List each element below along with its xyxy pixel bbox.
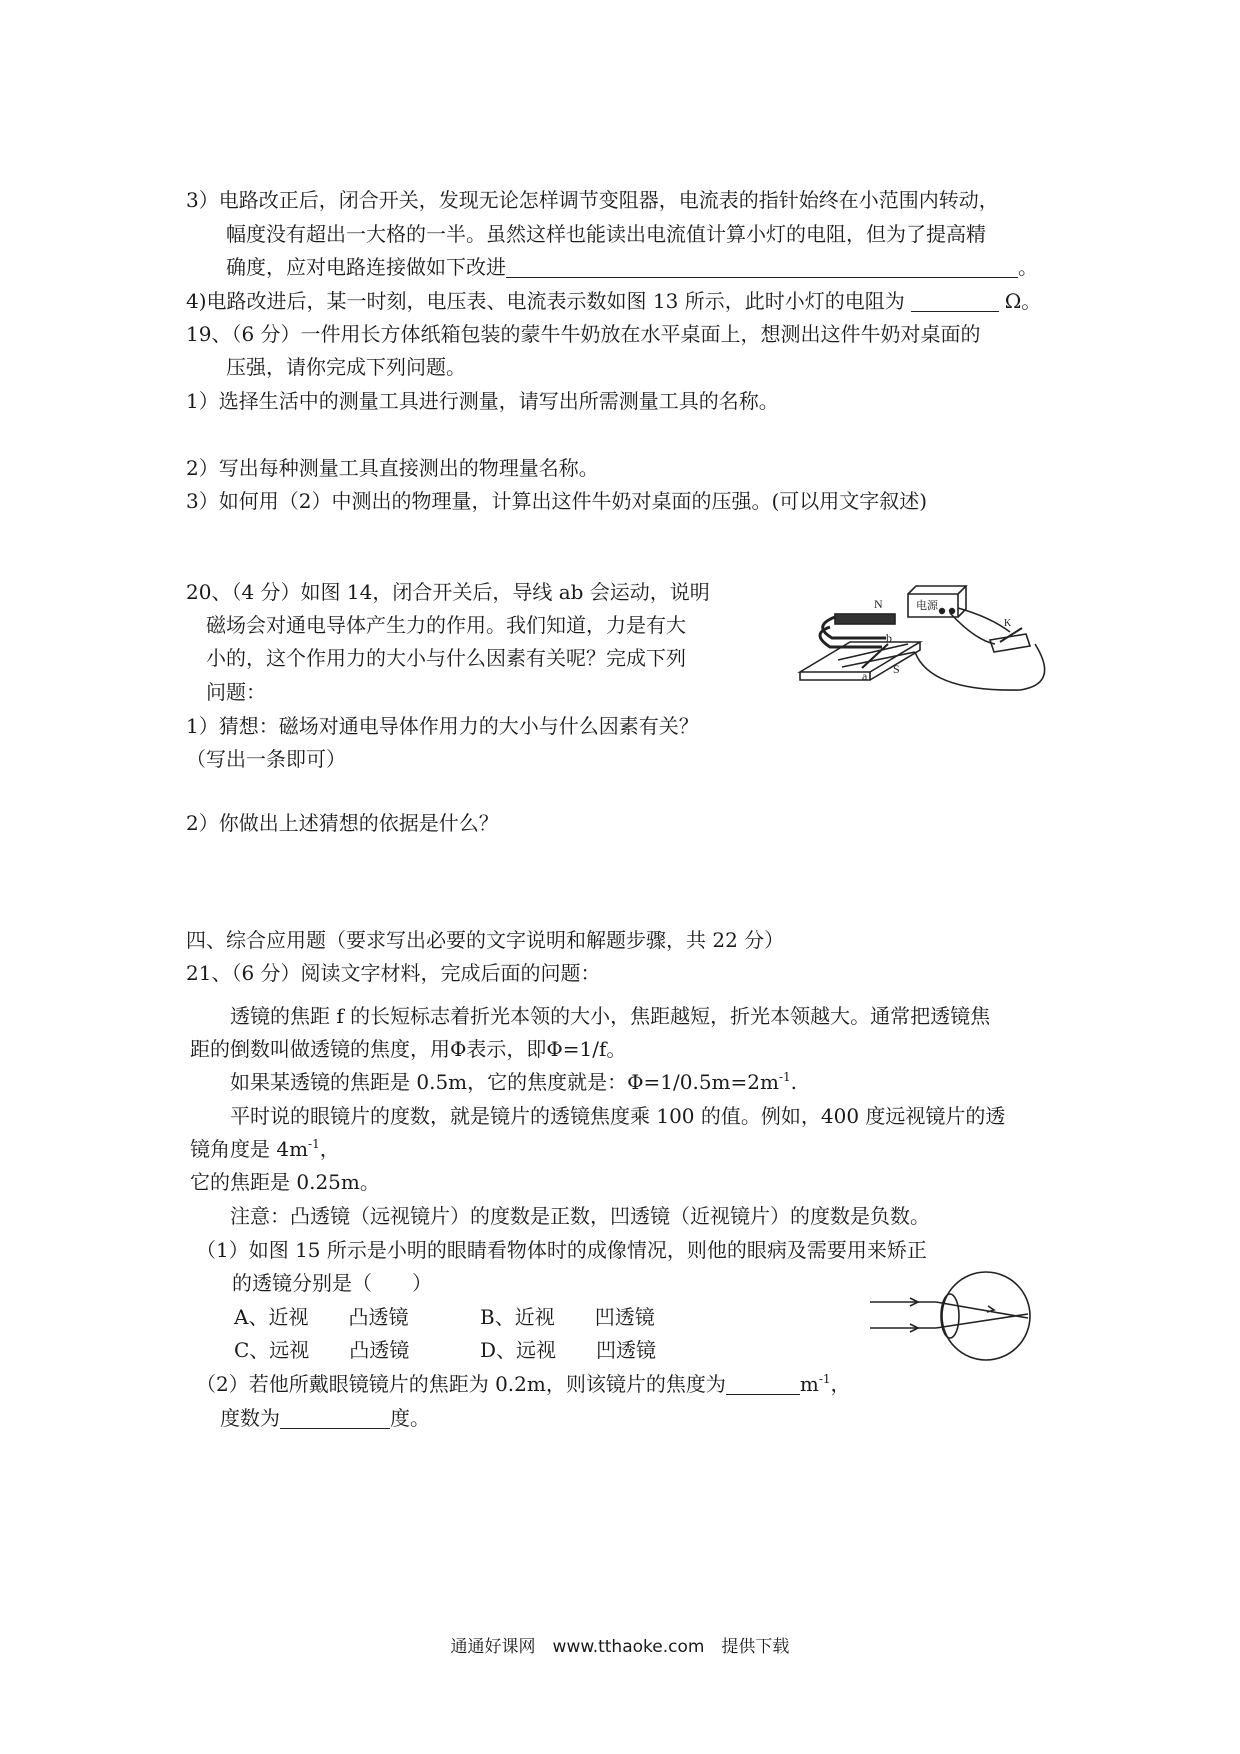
q21-material3-end: . (790, 1070, 798, 1094)
q21-option-a[interactable]: A、近视 凸透镜 (234, 1305, 409, 1329)
q21-part1-line1: （1）如图 15 所示是小明的眼睛看物体时的成像情况，则他的眼病及需要用来矫正 (196, 1238, 927, 1262)
refracted-rays (936, 1302, 1028, 1328)
q21-line1: 21、（6 分）阅读文字材料，完成后面的问题： (186, 961, 601, 985)
q21-material3-text: 如果某透镜的焦距是 0.5m，它的焦度就是：Φ=1/0.5m=2m (230, 1070, 779, 1094)
q21-part2-line2-end: 度。 (390, 1406, 430, 1430)
label-power: 电源 (916, 600, 938, 612)
connecting-wire-1 (915, 644, 1045, 690)
q21-material3-sup: -1 (778, 1070, 791, 1084)
q18-part3-text: 确度，应对电路连接做如下改进 (226, 255, 506, 279)
label-b: b (886, 631, 892, 645)
answer-blank-degree[interactable] (280, 1408, 390, 1429)
q18-part4-line (186, 291, 1041, 312)
q18-part3-line3 (226, 257, 1038, 278)
q21-material7: 注意：凸透镜（远视镜片）的度数是正数，凹透镜（近视镜片）的度数是负数。 (230, 1204, 930, 1228)
page-footer: 通通好课网 www.tthaoke.com 提供下载 (450, 1637, 790, 1657)
q20-sub1b: （写出一条即可） (186, 747, 346, 771)
figure-15-eye-diagram (870, 1268, 1040, 1363)
label-s: S (893, 662, 900, 676)
q18-part4-text: 4)电路改进后，某一时刻，电压表、电流表示数如图 13 所示，此时小灯的电阻为 (186, 289, 905, 313)
figure-14-magnet-apparatus (790, 572, 1070, 712)
q21-material4: 平时说的眼镜片的度数，就是镜片的透镜焦度乘 100 的值。例如，400 度远视镜片的透 (230, 1104, 1006, 1128)
q20-line2: 磁场会对通电导体产生力的作用。我们知道，力是有大 (206, 613, 686, 637)
q21-part2-sup: -1 (818, 1372, 831, 1386)
q21-material5-sup: -1 (308, 1137, 320, 1151)
q20-sub1: 1）猜想：磁场对通电导体作用力的大小与什么因素有关？ (186, 714, 699, 738)
incoming-rays (870, 1302, 936, 1328)
answer-blank-resistance[interactable] (911, 291, 999, 312)
q19-line2: 压强，请你完成下列问题。 (226, 355, 466, 379)
q21-material5-end: ， (319, 1137, 340, 1161)
q21-material5 (190, 1139, 340, 1159)
q21-material2: 距的倒数叫做透镜的焦度，用Φ表示，即Φ=1/f。 (190, 1037, 627, 1061)
q18-part3-end: 。 (1018, 255, 1038, 279)
q19-sub1: 1）选择生活中的测量工具进行测量，请写出所需测量工具的名称。 (186, 389, 779, 413)
label-a: a (862, 669, 868, 683)
label-n: N (874, 597, 883, 611)
q21-part2-line2-text: 度数为 (220, 1406, 280, 1430)
label-k: K (1004, 618, 1012, 629)
answer-blank-improvement[interactable] (506, 257, 1018, 278)
q18-part4-unit: Ω。 (1004, 289, 1042, 313)
q21-part2-text: （2）若他所戴眼镜镜片的焦距为 0.2m，则该镜片的焦度为 (196, 1372, 726, 1396)
section4-heading: 四、综合应用题（要求写出必要的文字说明和解题步骤，共 22 分） (186, 928, 785, 952)
q20-line3: 小的，这个作用力的大小与什么因素有关呢？完成下列 (206, 646, 686, 670)
q18-part3-line2: 幅度没有超出一大格的一半。虽然这样也能读出电流值计算小灯的电阻，但为了提高精 (226, 222, 986, 246)
q20-line4: 问题： (206, 680, 266, 704)
q21-material3 (230, 1072, 797, 1092)
q20-sub2: 2）你做出上述猜想的依据是什么？ (186, 811, 499, 835)
q19-line1: 19、（6 分）一件用长方体纸箱包装的蒙牛牛奶放在水平桌面上，想测出这件牛奶对桌面的 (186, 322, 981, 346)
q21-material5-text: 镜角度是 4m (190, 1137, 309, 1161)
q21-material1: 透镜的焦距 f 的长短标志着折光本领的大小，焦距越短，折光本领越大。通常把透镜焦 (230, 1004, 991, 1028)
q21-material6: 它的焦距是 0.25m。 (190, 1170, 380, 1194)
q20-line1: 20、（4 分）如图 14，闭合开关后，导线 ab 会运动，说明 (186, 580, 710, 604)
q21-part2-unit: m (799, 1372, 819, 1396)
ray-arrow-inner (987, 1306, 994, 1312)
q21-option-d[interactable]: D、远视 凹透镜 (480, 1338, 657, 1362)
answer-blank-focal-power[interactable] (726, 1374, 800, 1395)
q19-sub2: 2）写出每种测量工具直接测出的物理量名称。 (186, 456, 599, 480)
q19-sub3: 3）如何用（2）中测出的物理量，计算出这件牛奶对桌面的压强。(可以用文字叙述) (186, 489, 928, 513)
eye-lens (941, 1294, 959, 1338)
q21-option-b[interactable]: B、近视 凹透镜 (480, 1305, 655, 1329)
q21-part2-line2 (220, 1408, 430, 1429)
q21-option-c[interactable]: C、远视 凸透镜 (234, 1338, 410, 1362)
q18-part3-line1: 3）电路改正后，闭合开关，发现无论怎样调节变阻器，电流表的指针始终在小范围内转动， (186, 188, 999, 212)
magnet-pole-top (835, 614, 895, 624)
q21-part1-line2: 的透镜分别是（ ） (232, 1271, 432, 1295)
q21-part2-comma: ， (830, 1372, 851, 1396)
q21-part2-line1 (196, 1374, 851, 1395)
